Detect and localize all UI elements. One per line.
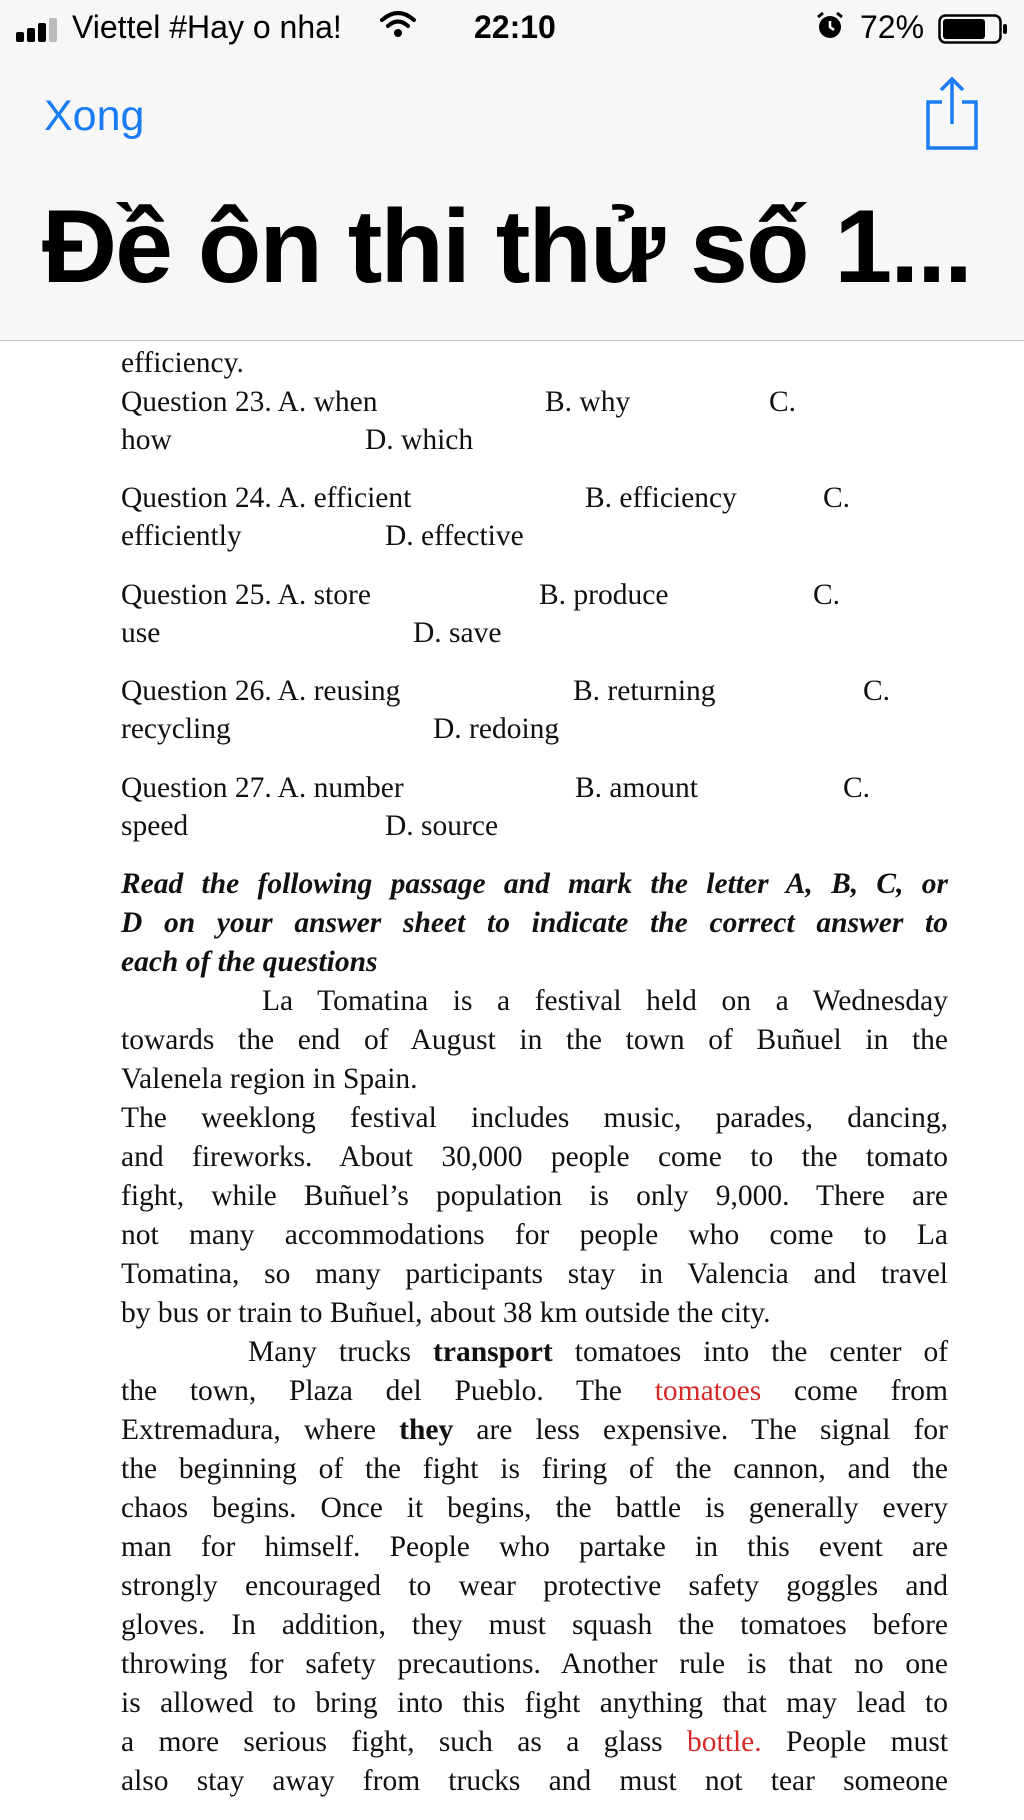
highlighted-word: they	[399, 1414, 454, 1446]
passage-line: Valenela region in Spain.	[121, 1063, 418, 1095]
done-button[interactable]: Xong	[44, 92, 145, 140]
carrier-name: Viettel #Hay o nha!	[72, 9, 342, 45]
passage-line	[248, 1333, 948, 1371]
passage-line	[121, 1411, 948, 1449]
option-c: C.	[863, 675, 891, 707]
option-a: Question 26. A. reusing	[121, 675, 401, 707]
option-c-text: recycling	[121, 713, 231, 745]
battery-percent: 72%	[860, 9, 925, 45]
clock-time: 22:10	[474, 9, 556, 45]
passage-line: throwing for safety precautions. Another rule is that no one	[121, 1648, 948, 1680]
text-segment: the town, Plaza del Pueblo. The	[121, 1375, 622, 1407]
option-c: C.	[823, 482, 851, 514]
question-25-cont	[121, 614, 948, 652]
passage-line: fight, while Buñuel’s population is only 9,000. There are	[121, 1180, 948, 1212]
passage-line: chaos begins. Once it begins, the battle is generally every	[121, 1492, 948, 1524]
option-c-text: speed	[121, 810, 189, 842]
question-26-cont	[121, 710, 948, 748]
question-23-cont	[121, 421, 948, 459]
passage-line: La Tomatina is a festival held on a Wednesday	[262, 985, 948, 1017]
alarm-icon	[815, 11, 845, 41]
option-c: C.	[813, 579, 841, 611]
passage-line: Tomatina, so many participants stay in Valencia and travel	[121, 1258, 948, 1290]
passage-line: The weeklong festival includes music, parades, dancing,	[121, 1102, 948, 1134]
option-c-text: how	[121, 424, 172, 456]
passage-line: man for himself. People who partake in this event are	[121, 1531, 948, 1563]
option-c-text: use	[121, 617, 161, 649]
passage-line: the beginning of the fight is firing of the cannon, and the	[121, 1453, 948, 1485]
wifi-icon	[380, 10, 416, 38]
option-c-text: efficiently	[121, 520, 242, 552]
share-icon[interactable]	[924, 76, 980, 150]
signal-icon	[16, 18, 64, 42]
text-segment: are less expensive. The signal for	[476, 1414, 949, 1446]
option-a: Question 27. A. number	[121, 772, 404, 804]
passage-line: not many accommodations for people who come to La	[121, 1219, 948, 1251]
passage-line: towards the end of August in the town of Buñuel in the	[121, 1024, 948, 1056]
passage-line: strongly encouraged to wear protective safety goggles and	[121, 1570, 948, 1602]
option-b: B. amount	[575, 772, 698, 804]
option-d: D. redoing	[433, 713, 560, 745]
text-segment: tomatoes into the center of	[574, 1336, 949, 1368]
question-24-cont	[121, 517, 948, 555]
passage-line: is allowed to bring into this fight anything that may lead to	[121, 1687, 948, 1719]
option-c: C.	[843, 772, 871, 804]
option-d: D. source	[385, 810, 499, 842]
option-d: D. which	[365, 424, 474, 456]
question-27	[121, 769, 948, 807]
document-title: Đề ôn thi thử số 1...	[42, 189, 971, 305]
status-bar	[0, 0, 1024, 56]
battery-icon	[938, 14, 1008, 44]
highlighted-word: transport	[433, 1336, 553, 1368]
text-segment: People must	[785, 1726, 949, 1758]
question-24	[121, 479, 948, 517]
passage-line: also stay away from trucks and must not tear someone	[121, 1765, 948, 1797]
option-b: B. efficiency	[585, 482, 737, 514]
option-c: C.	[769, 386, 797, 418]
question-26	[121, 672, 948, 710]
text-segment: Many trucks	[248, 1336, 411, 1368]
option-b: B. returning	[573, 675, 716, 707]
option-d: D. save	[413, 617, 502, 649]
passage-line	[121, 1372, 948, 1410]
passage-line	[121, 1723, 948, 1761]
text-segment: Extremadura, where	[121, 1414, 376, 1446]
option-a: Question 25. A. store	[121, 579, 371, 611]
navigation-bar	[0, 0, 1024, 341]
instruction-line: D on your answer sheet to indicate the correct answer to	[121, 907, 948, 939]
instruction-line: Read the following passage and mark the letter A, B, C, or	[121, 868, 948, 900]
text-segment: a more serious fight, such as a glass	[121, 1726, 663, 1758]
question-25	[121, 576, 948, 614]
question-27-cont	[121, 807, 948, 845]
text-segment: come from	[793, 1375, 948, 1407]
instruction-line: each of the questions	[121, 946, 378, 978]
question-23	[121, 383, 948, 421]
option-d: D. effective	[385, 520, 524, 552]
option-b: B. why	[545, 386, 631, 418]
passage-line: and fireworks. About 30,000 people come to the tomato	[121, 1141, 948, 1173]
passage-line: gloves. In addition, they must squash the tomatoes before	[121, 1609, 948, 1641]
option-a: Question 24. A. efficient	[121, 482, 412, 514]
text-fragment: efficiency.	[121, 347, 244, 379]
option-a: Question 23. A. when	[121, 386, 378, 418]
option-b: B. produce	[539, 579, 669, 611]
passage-line: by bus or train to Buñuel, about 38 km outside the city.	[121, 1297, 771, 1329]
highlighted-word: tomatoes	[654, 1375, 762, 1407]
document-content[interactable]	[0, 340, 1024, 1820]
highlighted-word: bottle.	[687, 1726, 762, 1758]
